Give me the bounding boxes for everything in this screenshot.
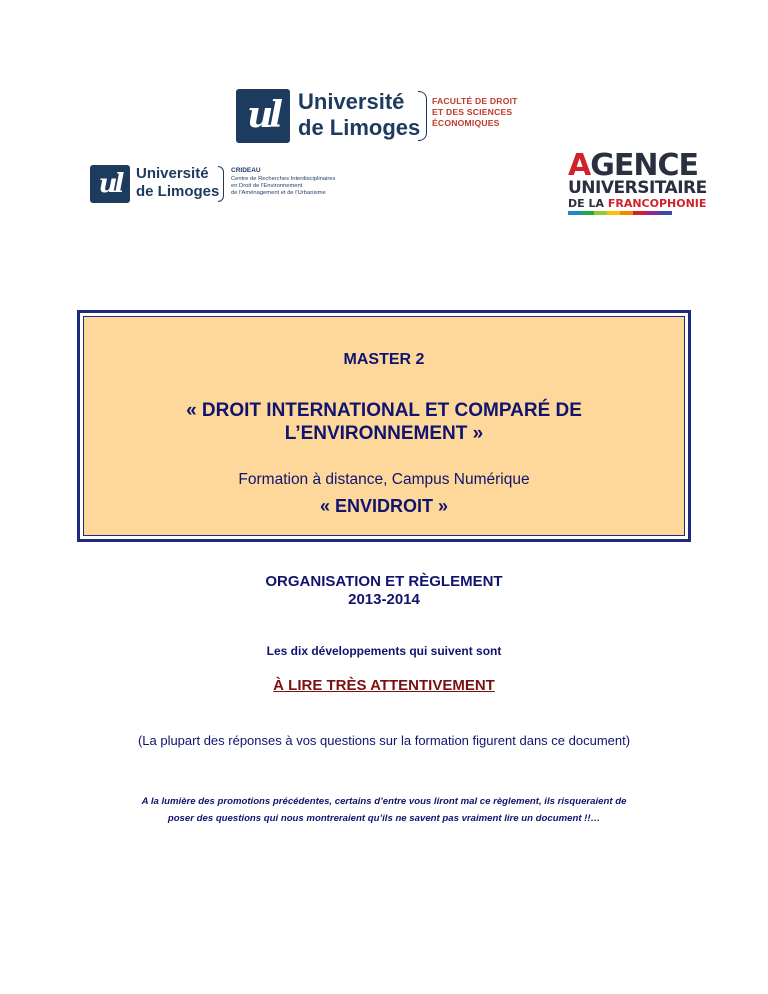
master-level: MASTER 2: [343, 351, 425, 368]
crideau-title: CRIDEAU: [231, 167, 261, 174]
faculty-line1: FACULTÉ DE DROIT: [432, 96, 518, 106]
campus-name: « ENVIDROIT »: [319, 496, 449, 516]
note-text: (La plupart des réponses à vos questions sur la formation figurent dans ce document): [137, 733, 631, 748]
auf-stripe-5: [633, 211, 646, 215]
crideau-bracket: [218, 166, 224, 202]
intro-text: Les dix développements qui suivent sont: [266, 644, 502, 658]
auf-word1: AGENCE: [568, 148, 698, 183]
crideau-line3: de l'Aménagement et de l'Urbanisme: [231, 190, 326, 196]
read-carefully-heading: À LIRE TRÈS ATTENTIVEMENT: [273, 677, 495, 694]
auf-word2: UNIVERSITAIRE: [568, 178, 707, 198]
crideau-line1: Centre de Recherches Interdisciplinaires: [231, 176, 336, 182]
auf-stripe-7: [659, 211, 672, 215]
formation-subtitle: Formation à distance, Campus Numérique: [238, 471, 530, 488]
organisation-title: ORGANISATION ET RÈGLEMENT: [265, 573, 503, 590]
crideau-univ-line2: de Limoges: [136, 183, 220, 200]
warning-line2: poser des questions qui nous montreraient qu’ils ne savent pas vraiment lire un document !!…: [167, 813, 601, 824]
warning-line1: A la lumière des promotions précédentes, certains d’entre vous liront mal ce règlement, ils risqueraient de: [141, 796, 627, 807]
program-title-line1: « DROIT INTERNATIONAL ET COMPARÉ DE: [186, 400, 582, 421]
title-box: [83, 316, 685, 536]
ul-logo-icon: ul: [236, 89, 290, 143]
program-title: [84, 399, 684, 445]
logo-univ-line1: Université: [298, 89, 405, 114]
logo-bracket: [418, 91, 427, 141]
crideau-univ-line1: Université: [136, 165, 209, 182]
ul-logo-small-icon: ul: [90, 165, 130, 203]
auf-stripe-6: [646, 211, 659, 215]
auf-color-stripes: [568, 211, 672, 215]
auf-stripe-0: [568, 211, 581, 215]
organisation-heading: [0, 573, 768, 609]
auf-stripe-1: [581, 211, 594, 215]
crideau-line2: en Droit de l'Environnement: [231, 183, 303, 189]
faculty-line3: ÉCONOMIQUES: [432, 118, 500, 128]
logo-univ-line2: de Limoges: [298, 115, 421, 140]
auf-stripe-4: [620, 211, 633, 215]
auf-stripe-2: [594, 211, 607, 215]
faculty-line2: ET DES SCIENCES: [432, 107, 513, 117]
agence-universitaire-francophonie-logo: [568, 148, 707, 218]
crideau-logo: [90, 165, 370, 205]
universite-limoges-faculte-logo: [236, 89, 536, 145]
warning-text: [90, 793, 678, 827]
academic-year: 2013-2014: [348, 591, 420, 608]
faculty-name: [432, 96, 518, 129]
auf-word3: DE LA FRANCOPHONIE: [568, 197, 707, 210]
auf-stripe-3: [607, 211, 620, 215]
program-title-line2: L’ENVIRONNEMENT »: [284, 423, 484, 444]
title-frame: [77, 310, 691, 542]
